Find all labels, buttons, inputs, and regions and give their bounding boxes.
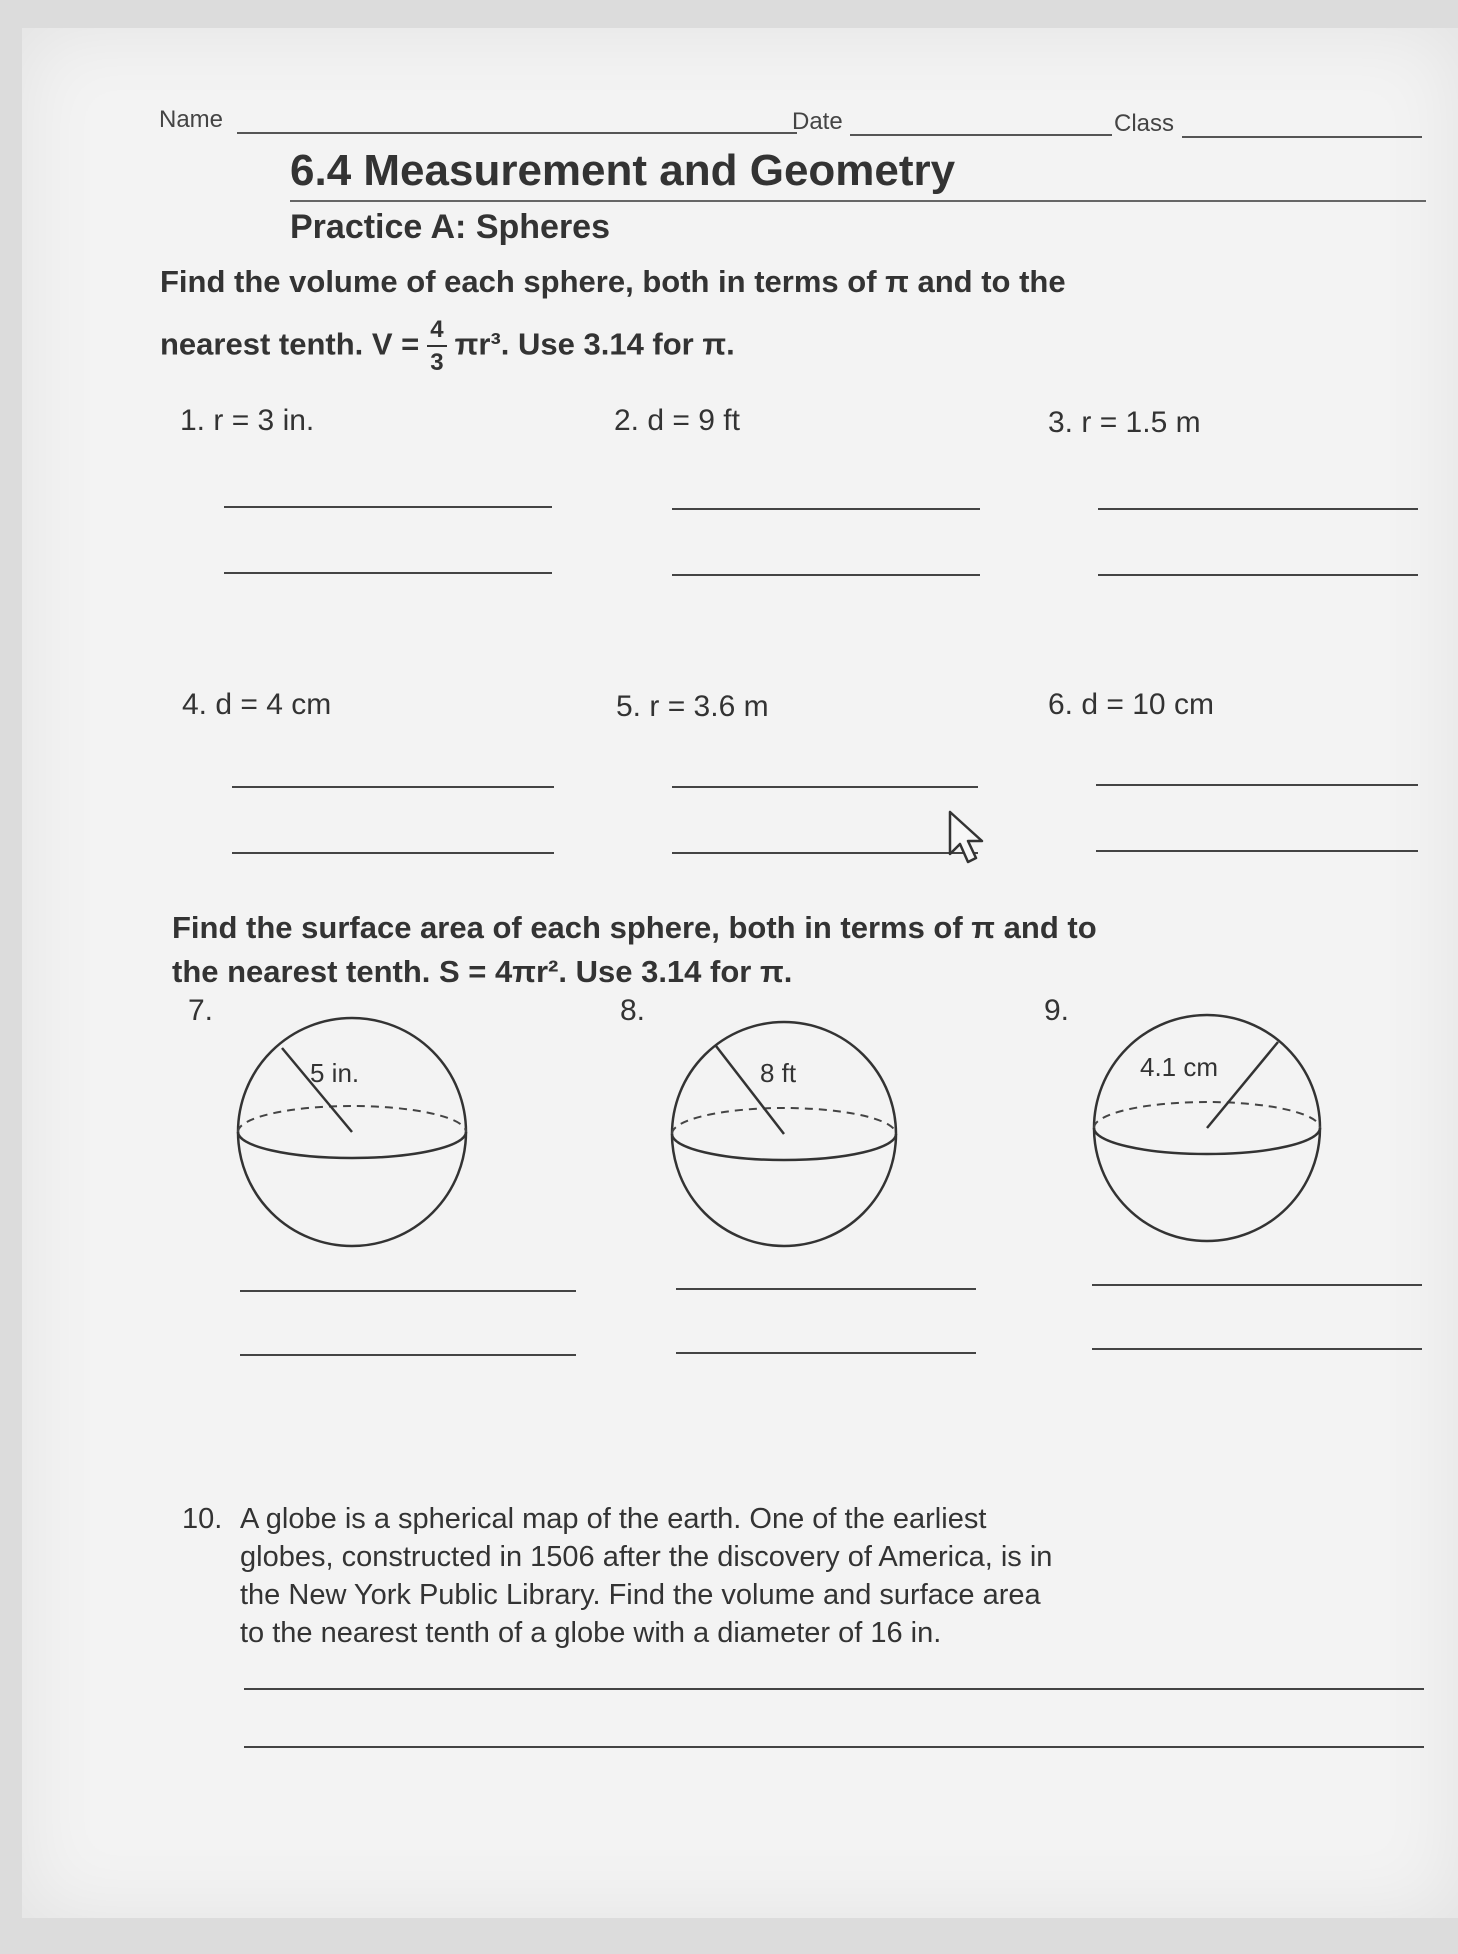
problem-number: 4. xyxy=(182,688,208,721)
answer-line-5a[interactable] xyxy=(672,786,978,788)
surface-instruction-line1: Find the surface area of each sphere, both in terms of π and to xyxy=(172,910,1097,945)
answer-line-2b[interactable] xyxy=(672,574,980,576)
problem-2 xyxy=(614,404,740,438)
volume-instruction-line2 xyxy=(160,318,735,375)
volume-formula-fraction xyxy=(427,318,446,375)
volume-instruction-end: πr³. Use 3.14 for π. xyxy=(454,326,735,362)
answer-line-4b[interactable] xyxy=(232,852,554,854)
name-line[interactable] xyxy=(237,132,797,134)
problem-10-line3: the New York Public Library. Find the volume and surface area xyxy=(240,1579,1041,1611)
fraction-numerator: 4 xyxy=(427,318,446,347)
name-label: Name xyxy=(159,106,224,133)
problem-5 xyxy=(616,690,769,724)
answer-line-6a[interactable] xyxy=(1096,784,1418,786)
page-subtitle: Practice A: Spheres xyxy=(290,208,610,246)
fraction-denominator: 3 xyxy=(430,349,444,376)
problem-7-number: 7. xyxy=(188,994,214,1027)
answer-line-3b[interactable] xyxy=(1098,574,1418,576)
sphere-8-label: 8 ft xyxy=(760,1058,797,1088)
volume-instruction-line1: Find the volume of each sphere, both in terms of π and to the xyxy=(160,264,1066,299)
class-line[interactable] xyxy=(1182,136,1422,138)
answer-line-7b[interactable] xyxy=(240,1354,576,1356)
problem-4 xyxy=(182,688,331,722)
problem-number: 3. xyxy=(1048,406,1074,439)
problem-10-text xyxy=(240,1500,1052,1652)
answer-line-8a[interactable] xyxy=(676,1288,976,1290)
answer-line-1b[interactable] xyxy=(224,572,552,574)
answer-line-10a[interactable] xyxy=(244,1688,1424,1690)
volume-instruction-start: nearest tenth. V = xyxy=(160,326,420,362)
problem-8-number: 8. xyxy=(620,994,646,1027)
date-label: Date xyxy=(792,108,843,135)
problem-number: 6. xyxy=(1048,688,1074,721)
problem-given: r = 3 in. xyxy=(213,404,315,437)
sphere-7-diagram xyxy=(226,1006,478,1256)
answer-line-4a[interactable] xyxy=(232,786,554,788)
answer-line-1a[interactable] xyxy=(224,506,552,508)
problem-given: r = 1.5 m xyxy=(1081,406,1201,439)
answer-line-9b[interactable] xyxy=(1092,1348,1422,1350)
class-label: Class xyxy=(1114,110,1175,137)
answer-line-9a[interactable] xyxy=(1092,1284,1422,1286)
problem-given: r = 3.6 m xyxy=(649,690,769,723)
surface-instruction-line2: the nearest tenth. S = 4πr². Use 3.14 for π. xyxy=(172,954,793,989)
problem-1 xyxy=(180,404,314,438)
problem-number: 5. xyxy=(616,690,642,723)
answer-line-10b[interactable] xyxy=(244,1746,1424,1748)
mouse-pointer-icon xyxy=(946,810,996,866)
answer-line-5b[interactable] xyxy=(672,852,978,854)
problem-9-number: 9. xyxy=(1044,994,1070,1027)
page-title: 6.4 Measurement and Geometry xyxy=(290,146,956,195)
problem-number: 2. xyxy=(614,404,640,437)
answer-line-2a[interactable] xyxy=(672,508,980,510)
sphere-8-diagram xyxy=(660,1010,908,1258)
date-line[interactable] xyxy=(850,134,1112,136)
problem-10-number: 10. xyxy=(182,1503,223,1535)
answer-line-8b[interactable] xyxy=(676,1352,976,1354)
title-underline xyxy=(290,200,1426,202)
sphere-9-diagram xyxy=(1082,1004,1332,1252)
problem-10-line1: A globe is a spherical map of the earth. One of the earliest xyxy=(240,1503,987,1535)
problem-number: 1. xyxy=(180,404,206,437)
problem-given: d = 10 cm xyxy=(1081,688,1214,721)
problem-10-line4: to the nearest tenth of a globe with a diameter of 16 in. xyxy=(240,1617,942,1649)
worksheet-page xyxy=(22,28,1458,1918)
problem-3 xyxy=(1048,406,1201,440)
answer-line-3a[interactable] xyxy=(1098,508,1418,510)
problem-10-line2: globes, constructed in 1506 after the discovery of America, is in xyxy=(240,1541,1053,1573)
sphere-9-label: 4.1 cm xyxy=(1140,1052,1219,1082)
answer-line-7a[interactable] xyxy=(240,1290,576,1292)
problem-6 xyxy=(1048,688,1214,722)
problem-given: d = 4 cm xyxy=(215,688,332,721)
problem-given: d = 9 ft xyxy=(647,404,740,437)
sphere-7-label: 5 in. xyxy=(310,1058,360,1088)
answer-line-6b[interactable] xyxy=(1096,850,1418,852)
